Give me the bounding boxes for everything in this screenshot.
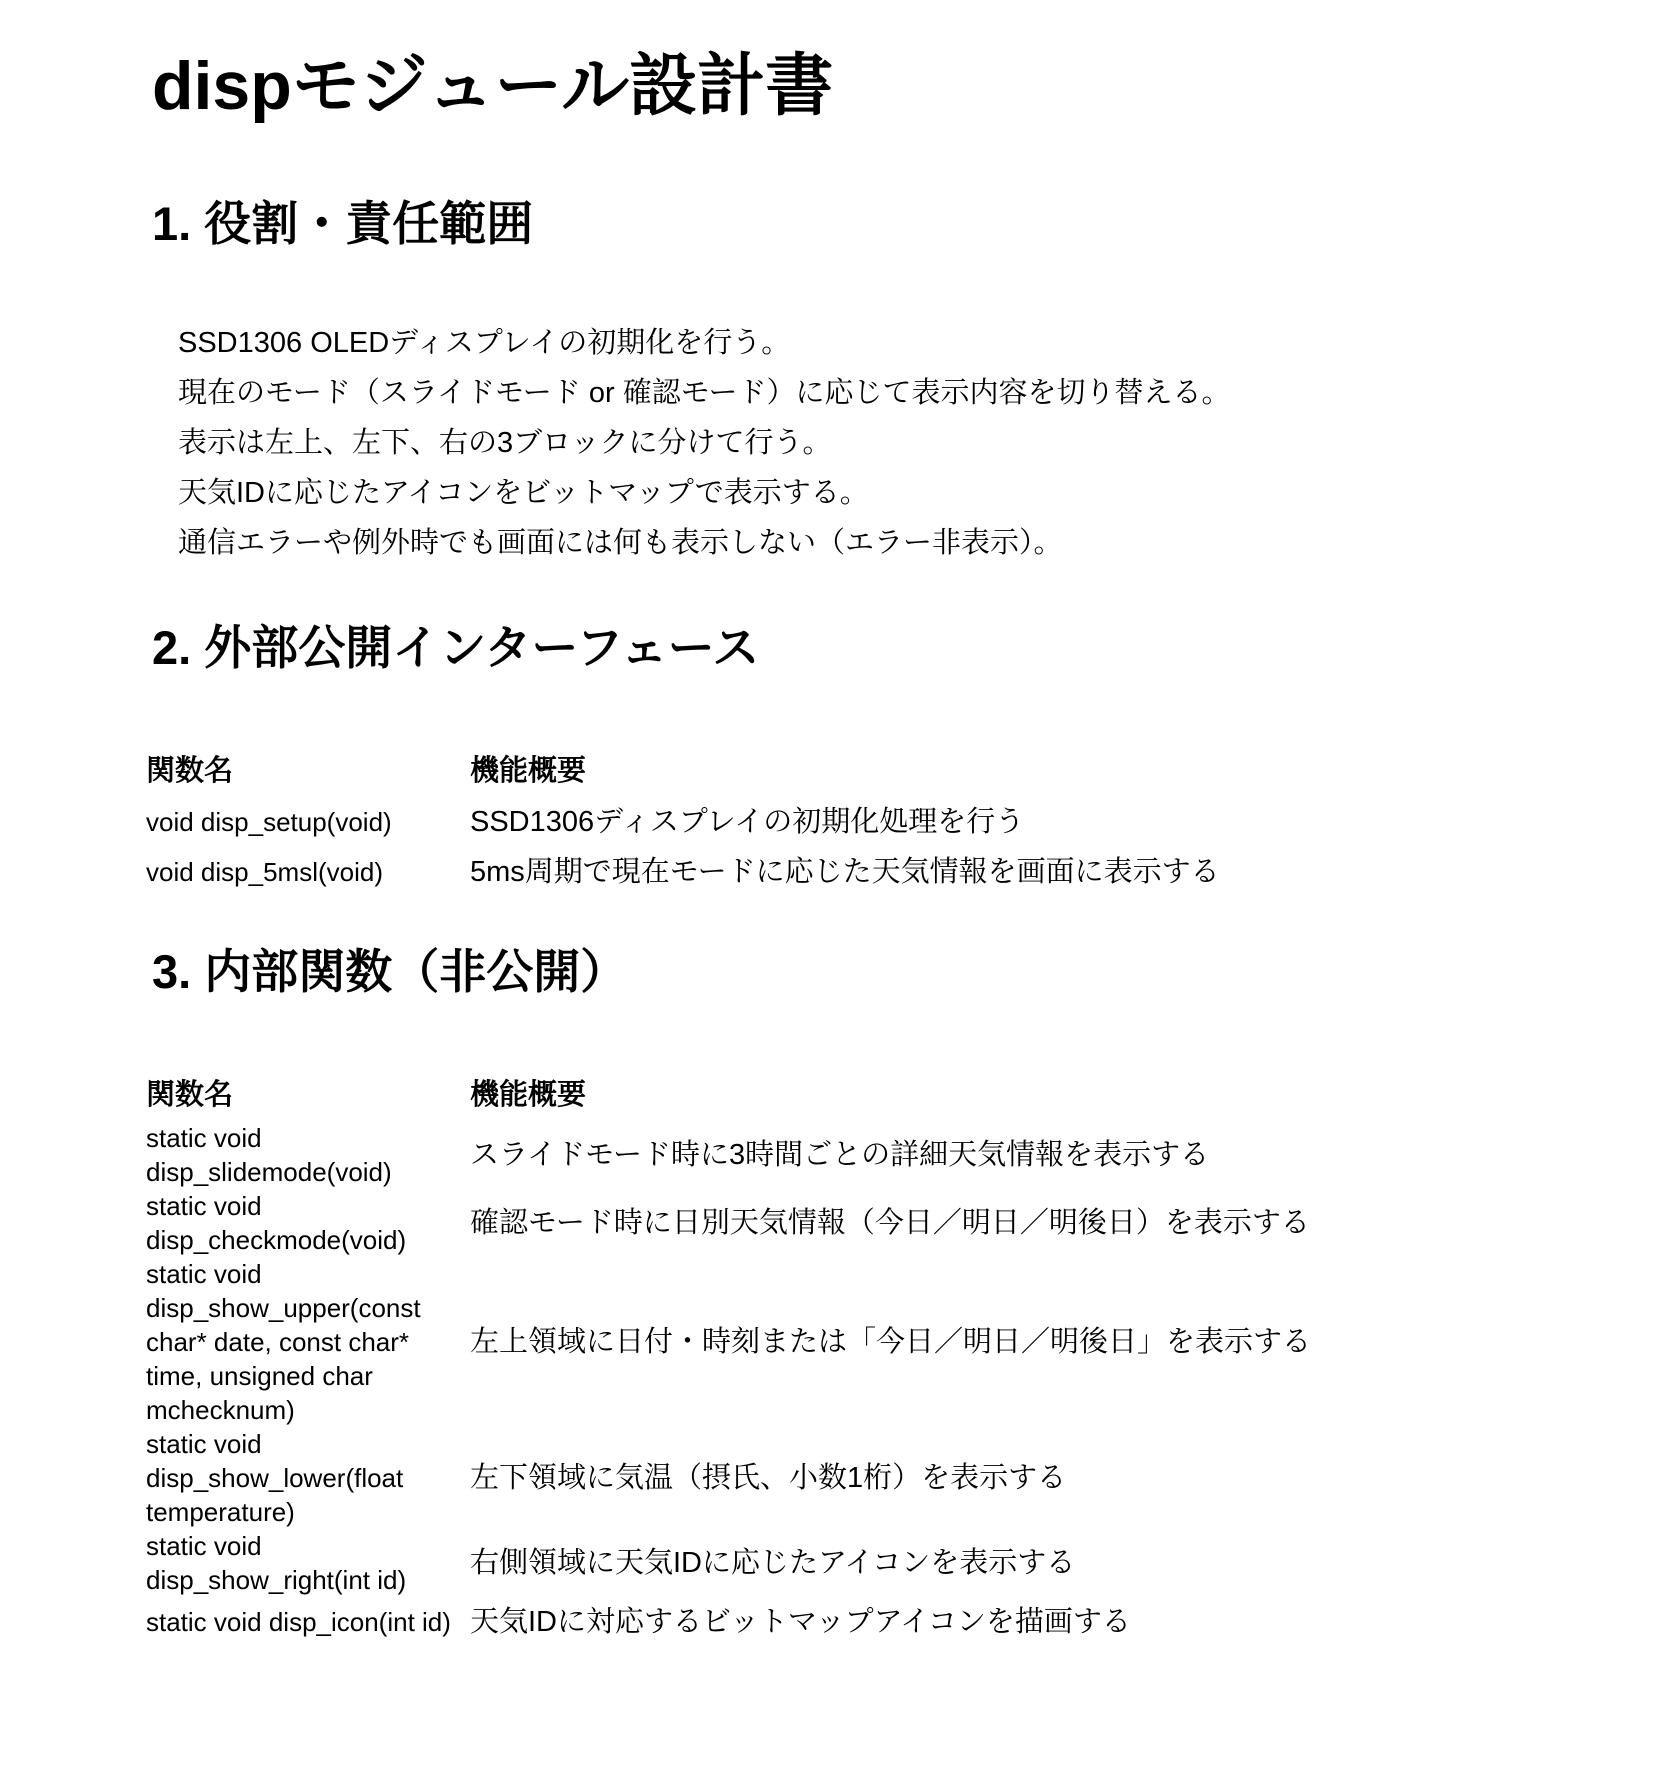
function-name-cell: void disp_5msl(void) <box>146 857 383 887</box>
table-row <box>146 1257 1330 1427</box>
column-header-function-name: 関数名 <box>146 1079 234 1111</box>
internal-functions-table <box>146 1072 1330 1647</box>
function-name-cell: void disp_setup(void) <box>146 807 392 837</box>
table-row <box>146 1121 1330 1189</box>
list-item: 表示は左上、左下、右の3ブロックに分けて行う。 <box>178 427 832 459</box>
function-summary-cell: 確認モード時に日別天気情報（今日／明日／明後日）を表示する <box>470 1207 1310 1239</box>
function-summary-cell: 左下領域に気温（摂氏、小数1桁）を表示する <box>470 1462 1067 1494</box>
table-row <box>146 1529 1330 1597</box>
column-header-summary: 機能概要 <box>470 755 587 787</box>
table-header-row <box>146 1072 1330 1121</box>
table-row <box>146 1189 1330 1257</box>
document-title: dispモジュール設計書 <box>152 48 834 124</box>
column-header-function-name: 関数名 <box>146 755 234 787</box>
list-item: 現在のモード（スライドモード or 確認モード）に応じて表示内容を切り替える。 <box>178 377 1231 409</box>
function-summary-cell: SSD1306ディスプレイの初期化処理を行う <box>470 806 1025 838</box>
section-heading-responsibilities: 1. 役割・責任範囲 <box>152 197 534 250</box>
function-name-cell: static void disp_icon(int id) <box>146 1607 451 1637</box>
list-item: SSD1306 OLEDディスプレイの初期化を行う。 <box>178 327 791 359</box>
list-item: 通信エラーや例外時でも画面には何も表示しない（エラー非表示）。 <box>178 527 1063 559</box>
column-header-summary: 機能概要 <box>470 1079 587 1111</box>
table-row <box>146 1597 1330 1647</box>
table-header-row <box>146 748 1330 797</box>
function-name-cell: static void disp_slidemode(void) <box>146 1123 392 1187</box>
function-summary-cell: 天気IDに対応するビットマップアイコンを描画する <box>470 1606 1131 1638</box>
function-summary-cell: 左上領域に日付・時刻または「今日／明日／明後日」を表示する <box>470 1326 1312 1358</box>
table-row <box>146 847 1330 897</box>
function-summary-cell: スライドモード時に3時間ごとの詳細天気情報を表示する <box>470 1139 1210 1171</box>
section-heading-internal-functions: 3. 内部関数（非公開） <box>152 945 628 998</box>
function-summary-cell: 右側領域に天気IDに応じたアイコンを表示する <box>470 1547 1076 1579</box>
table-row <box>146 797 1330 847</box>
function-summary-cell: 5ms周期で現在モードに応じた天気情報を画面に表示する <box>470 856 1220 888</box>
public-interface-table <box>146 748 1330 897</box>
responsibilities-list <box>178 318 1231 568</box>
function-name-cell: static void disp_show_lower(float temperature) <box>146 1429 404 1527</box>
list-item: 天気IDに応じたアイコンをビットマップで表示する。 <box>178 477 869 509</box>
table-row <box>146 1427 1330 1529</box>
function-name-cell: static void disp_show_upper(const char* date, const char* time, unsigned char mchecknum) <box>146 1259 421 1425</box>
function-name-cell: static void disp_checkmode(void) <box>146 1191 407 1255</box>
function-name-cell: static void disp_show_right(int id) <box>146 1531 407 1595</box>
section-heading-public-interface: 2. 外部公開インターフェース <box>152 621 760 674</box>
